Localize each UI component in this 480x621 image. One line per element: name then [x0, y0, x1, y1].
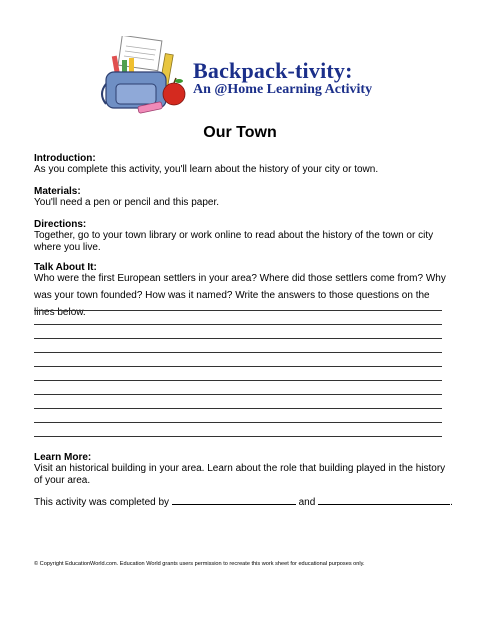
- introduction-text: As you complete this activity, you'll learn about the history of your city or town.: [34, 164, 379, 175]
- directions-text: Together, go to your town library or work online to read about the history of the town or city where you live.: [34, 230, 434, 253]
- brand-subtitle: An @Home Learning Activity: [193, 82, 373, 97]
- brand-title: Backpack-tivity:: [193, 58, 353, 83]
- backpack-logo-icon: [98, 36, 188, 116]
- name-blank-1[interactable]: [172, 495, 296, 505]
- name-blank-2[interactable]: [318, 495, 450, 505]
- directions-heading: Directions:: [34, 219, 87, 230]
- answer-line[interactable]: [34, 380, 442, 381]
- learn-more-text: Visit an historical building in your area. Learn about the role that building played in the history of your area.: [34, 463, 446, 486]
- materials-text: You'll need a pen or pencil and this paper.: [34, 197, 220, 208]
- answer-line[interactable]: [34, 310, 442, 311]
- talk-about-it-text: Who were the first European settlers in your area? Where did those settlers come from? Why was your town founded? How was it named? Write the answers to those questions on the lines below.: [34, 273, 446, 318]
- answer-line[interactable]: [34, 408, 442, 409]
- completed-by-and: and: [298, 497, 316, 508]
- page-title: Our Town: [203, 124, 277, 141]
- answer-line[interactable]: [34, 422, 442, 423]
- completed-by-label: This activity was completed by: [34, 497, 170, 508]
- answer-line[interactable]: [34, 366, 442, 367]
- completed-by-period: .: [450, 497, 453, 508]
- answer-line[interactable]: [34, 352, 442, 353]
- materials-heading: Materials:: [34, 186, 81, 197]
- learn-more-heading: Learn More:: [34, 452, 92, 463]
- talk-about-it-heading: Talk About It:: [34, 262, 97, 273]
- answer-line[interactable]: [34, 436, 442, 437]
- completed-by-line: [34, 495, 453, 508]
- answer-line[interactable]: [34, 394, 442, 395]
- copyright-notice: © Copyright EducationWorld.com. Education World grants users permission to recreate this work sheet for educational purposes only.: [34, 561, 365, 567]
- introduction-heading: Introduction:: [34, 153, 96, 164]
- answer-line[interactable]: [34, 324, 442, 325]
- answer-line[interactable]: [34, 338, 442, 339]
